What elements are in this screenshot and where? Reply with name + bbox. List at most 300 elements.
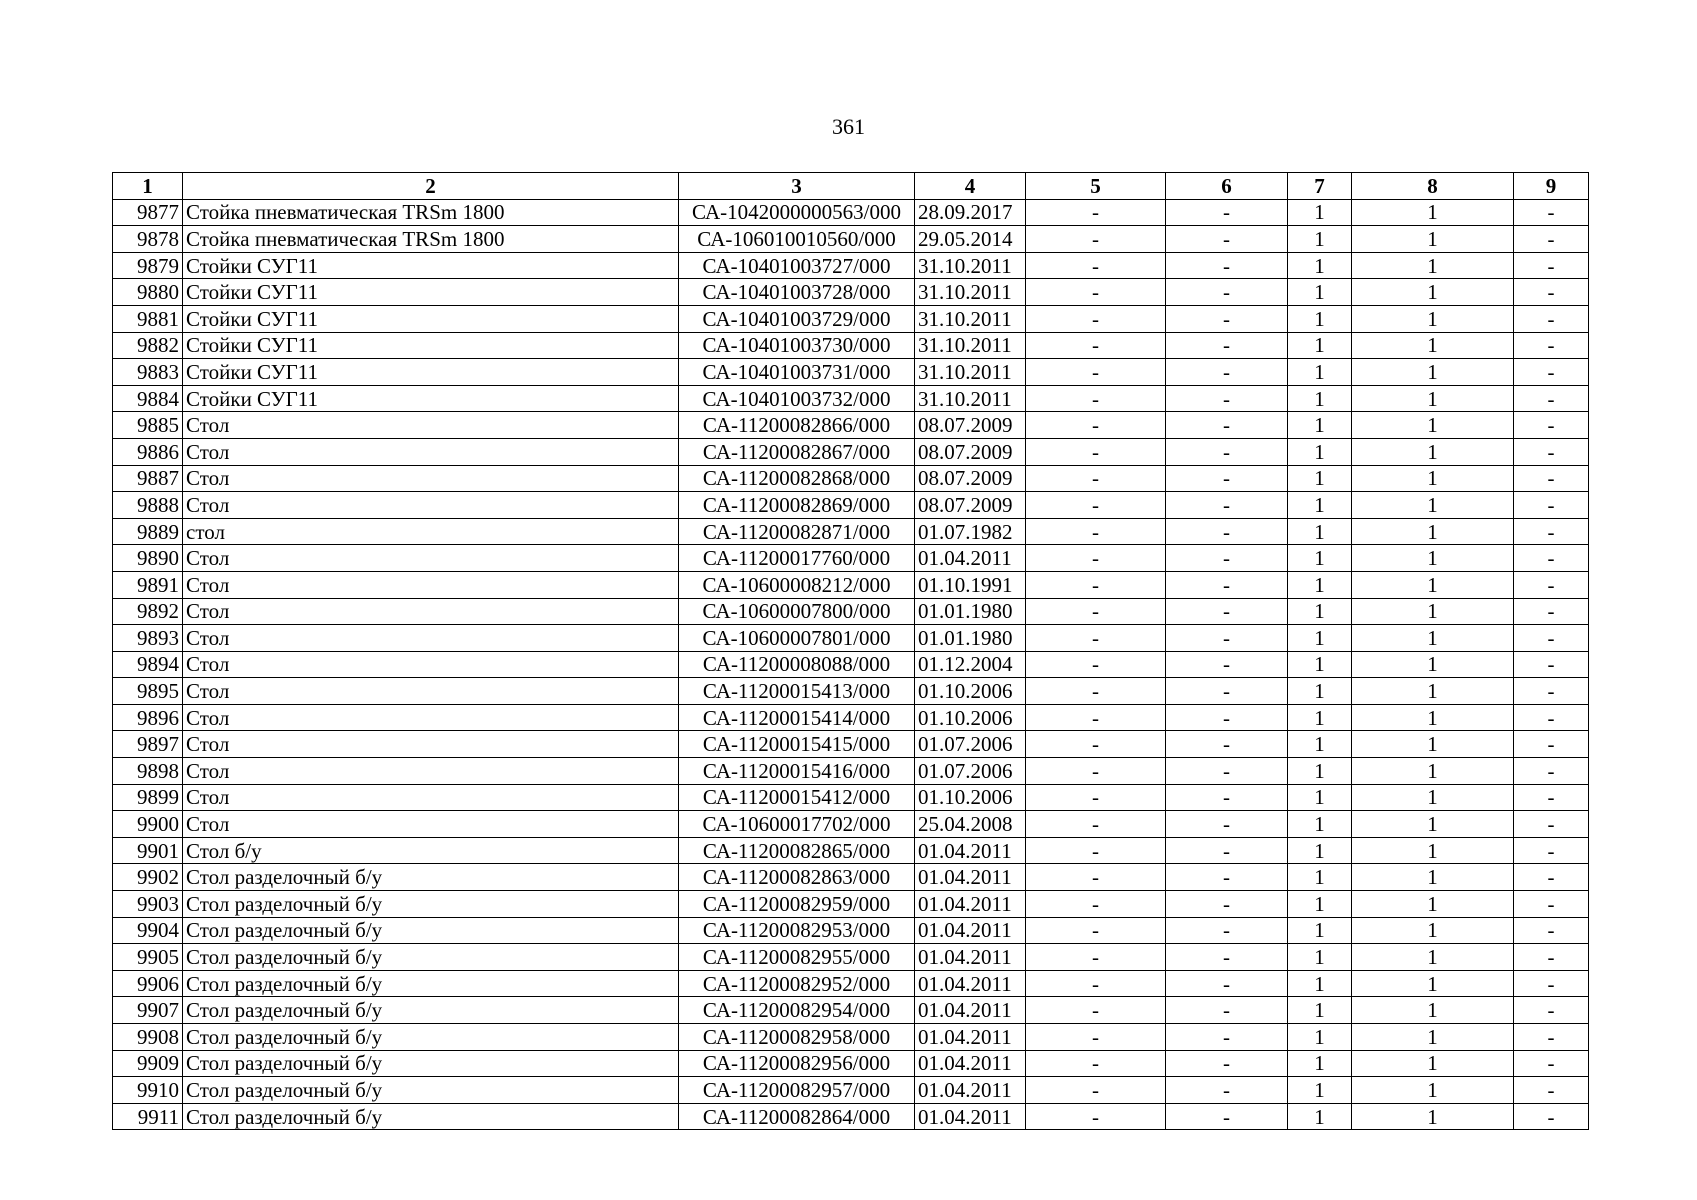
column-5-cell: -: [1026, 1077, 1166, 1104]
column-7-cell: 1: [1288, 332, 1352, 359]
column-9-cell: -: [1514, 1050, 1589, 1077]
table-row: [113, 758, 1589, 785]
column-7-cell: 1: [1288, 359, 1352, 386]
inventory-code-cell: СА-11200082953/000: [679, 917, 915, 944]
column-8-cell: 1: [1352, 944, 1514, 971]
date-cell: 01.04.2011: [915, 997, 1026, 1024]
date-cell: 08.07.2009: [915, 438, 1026, 465]
column-9-cell: -: [1514, 811, 1589, 838]
table-row: [113, 704, 1589, 731]
row-number-cell: 9910: [113, 1077, 183, 1104]
table-row: [113, 1024, 1589, 1051]
column-5-cell: -: [1026, 651, 1166, 678]
item-name-cell: Стол: [183, 545, 679, 572]
item-name-cell: Стол разделочный б/у: [183, 970, 679, 997]
item-name-cell: Стол: [183, 465, 679, 492]
column-8-cell: 1: [1352, 545, 1514, 572]
column-9-cell: -: [1514, 359, 1589, 386]
row-number-cell: 9881: [113, 305, 183, 332]
column-6-cell: -: [1166, 704, 1288, 731]
table-row: [113, 811, 1589, 838]
item-name-cell: Стол разделочный б/у: [183, 1103, 679, 1130]
column-7-cell: 1: [1288, 1024, 1352, 1051]
table-row: [113, 252, 1589, 279]
column-9-cell: -: [1514, 305, 1589, 332]
column-5-cell: -: [1026, 252, 1166, 279]
column-7-cell: 1: [1288, 571, 1352, 598]
table-row: [113, 651, 1589, 678]
column-9-cell: -: [1514, 199, 1589, 226]
date-cell: 08.07.2009: [915, 465, 1026, 492]
date-cell: 01.10.2006: [915, 678, 1026, 705]
table-row: [113, 944, 1589, 971]
column-7-cell: 1: [1288, 226, 1352, 253]
column-5-cell: -: [1026, 226, 1166, 253]
column-6-cell: -: [1166, 1103, 1288, 1130]
inventory-code-cell: СА-10401003727/000: [679, 252, 915, 279]
item-name-cell: Стол: [183, 758, 679, 785]
row-number-cell: 9902: [113, 864, 183, 891]
inventory-code-cell: СА-11200082869/000: [679, 492, 915, 519]
column-8-cell: 1: [1352, 758, 1514, 785]
inventory-code-cell: СА-11200082868/000: [679, 465, 915, 492]
column-6-cell: -: [1166, 997, 1288, 1024]
column-5-cell: -: [1026, 332, 1166, 359]
date-cell: 31.10.2011: [915, 279, 1026, 306]
item-name-cell: Стол: [183, 571, 679, 598]
table-row: [113, 598, 1589, 625]
inventory-code-cell: СА-11200082865/000: [679, 837, 915, 864]
table-row: [113, 226, 1589, 253]
table-row: [113, 359, 1589, 386]
table-row: [113, 571, 1589, 598]
column-9-cell: -: [1514, 412, 1589, 439]
table-row: [113, 891, 1589, 918]
item-name-cell: Стойки СУГ11: [183, 305, 679, 332]
row-number-cell: 9886: [113, 438, 183, 465]
date-cell: 31.10.2011: [915, 252, 1026, 279]
table-row: [113, 492, 1589, 519]
table-row: [113, 279, 1589, 306]
table-row: [113, 678, 1589, 705]
table-row: [113, 1050, 1589, 1077]
column-8-cell: 1: [1352, 571, 1514, 598]
column-5-cell: -: [1026, 305, 1166, 332]
inventory-code-cell: СА-1042000000563/000: [679, 199, 915, 226]
column-6-cell: -: [1166, 332, 1288, 359]
column-6-cell: -: [1166, 731, 1288, 758]
column-9-cell: -: [1514, 226, 1589, 253]
inventory-code-cell: СА-10600007801/000: [679, 625, 915, 652]
column-6-cell: -: [1166, 625, 1288, 652]
item-name-cell: Стол: [183, 438, 679, 465]
row-number-cell: 9893: [113, 625, 183, 652]
row-number-cell: 9889: [113, 518, 183, 545]
date-cell: 01.07.2006: [915, 758, 1026, 785]
item-name-cell: Стол: [183, 625, 679, 652]
inventory-code-cell: СА-10401003732/000: [679, 385, 915, 412]
date-cell: 01.01.1980: [915, 625, 1026, 652]
inventory-code-cell: СА-10401003730/000: [679, 332, 915, 359]
column-9-cell: -: [1514, 917, 1589, 944]
inventory-code-cell: СА-10401003729/000: [679, 305, 915, 332]
inventory-code-cell: СА-11200015413/000: [679, 678, 915, 705]
column-7-cell: 1: [1288, 731, 1352, 758]
date-cell: 01.04.2011: [915, 545, 1026, 572]
column-header-6: 6: [1166, 173, 1288, 200]
inventory-code-cell: СА-11200008088/000: [679, 651, 915, 678]
column-9-cell: -: [1514, 837, 1589, 864]
column-9-cell: -: [1514, 545, 1589, 572]
column-6-cell: -: [1166, 518, 1288, 545]
column-8-cell: 1: [1352, 891, 1514, 918]
date-cell: 31.10.2011: [915, 332, 1026, 359]
column-9-cell: -: [1514, 492, 1589, 519]
column-9-cell: -: [1514, 465, 1589, 492]
date-cell: 31.10.2011: [915, 305, 1026, 332]
item-name-cell: Стойка пневматическая TRSm 1800: [183, 226, 679, 253]
table-row: [113, 305, 1589, 332]
table-row: [113, 332, 1589, 359]
table-row: [113, 970, 1589, 997]
column-6-cell: -: [1166, 598, 1288, 625]
column-7-cell: 1: [1288, 864, 1352, 891]
row-number-cell: 9890: [113, 545, 183, 572]
date-cell: 01.04.2011: [915, 1024, 1026, 1051]
item-name-cell: Стойки СУГ11: [183, 359, 679, 386]
item-name-cell: Стол разделочный б/у: [183, 917, 679, 944]
item-name-cell: Стол разделочный б/у: [183, 1050, 679, 1077]
column-9-cell: -: [1514, 891, 1589, 918]
column-header-3: 3: [679, 173, 915, 200]
column-9-cell: -: [1514, 332, 1589, 359]
row-number-cell: 9897: [113, 731, 183, 758]
column-6-cell: -: [1166, 1024, 1288, 1051]
item-name-cell: Стол разделочный б/у: [183, 891, 679, 918]
column-9-cell: -: [1514, 758, 1589, 785]
inventory-code-cell: СА-11200015415/000: [679, 731, 915, 758]
column-6-cell: -: [1166, 252, 1288, 279]
column-9-cell: -: [1514, 784, 1589, 811]
table-row: [113, 199, 1589, 226]
inventory-code-cell: СА-10600008212/000: [679, 571, 915, 598]
column-8-cell: 1: [1352, 305, 1514, 332]
column-6-cell: -: [1166, 917, 1288, 944]
column-5-cell: -: [1026, 944, 1166, 971]
inventory-code-cell: СА-11200082863/000: [679, 864, 915, 891]
column-9-cell: -: [1514, 970, 1589, 997]
table-row: [113, 465, 1589, 492]
column-9-cell: -: [1514, 944, 1589, 971]
column-7-cell: 1: [1288, 305, 1352, 332]
column-7-cell: 1: [1288, 891, 1352, 918]
column-7-cell: 1: [1288, 1103, 1352, 1130]
item-name-cell: Стойки СУГ11: [183, 252, 679, 279]
column-9-cell: -: [1514, 385, 1589, 412]
column-8-cell: 1: [1352, 412, 1514, 439]
column-6-cell: -: [1166, 758, 1288, 785]
row-number-cell: 9896: [113, 704, 183, 731]
item-name-cell: Стол разделочный б/у: [183, 1024, 679, 1051]
column-9-cell: -: [1514, 598, 1589, 625]
column-6-cell: -: [1166, 784, 1288, 811]
column-5-cell: -: [1026, 598, 1166, 625]
inventory-code-cell: СА-11200082955/000: [679, 944, 915, 971]
column-7-cell: 1: [1288, 811, 1352, 838]
column-9-cell: -: [1514, 1024, 1589, 1051]
row-number-cell: 9883: [113, 359, 183, 386]
row-number-cell: 9905: [113, 944, 183, 971]
inventory-code-cell: СА-10401003731/000: [679, 359, 915, 386]
column-8-cell: 1: [1352, 837, 1514, 864]
table-row: [113, 864, 1589, 891]
inventory-code-cell: СА-11200082954/000: [679, 997, 915, 1024]
column-7-cell: 1: [1288, 1050, 1352, 1077]
inventory-code-cell: СА-11200082866/000: [679, 412, 915, 439]
table-row: [113, 784, 1589, 811]
table-row: [113, 438, 1589, 465]
column-7-cell: 1: [1288, 837, 1352, 864]
inventory-code-cell: СА-11200082959/000: [679, 891, 915, 918]
column-8-cell: 1: [1352, 199, 1514, 226]
table-body: [113, 199, 1589, 1130]
row-number-cell: 9891: [113, 571, 183, 598]
inventory-code-cell: СА-10600017702/000: [679, 811, 915, 838]
column-6-cell: -: [1166, 944, 1288, 971]
inventory-code-cell: СА-11200082958/000: [679, 1024, 915, 1051]
item-name-cell: Стойка пневматическая TRSm 1800: [183, 199, 679, 226]
inventory-code-cell: СА-11200082956/000: [679, 1050, 915, 1077]
table-row: [113, 545, 1589, 572]
column-8-cell: 1: [1352, 864, 1514, 891]
column-6-cell: -: [1166, 678, 1288, 705]
inventory-code-cell: СА-11200015412/000: [679, 784, 915, 811]
item-name-cell: Стол разделочный б/у: [183, 864, 679, 891]
column-header-2: 2: [183, 173, 679, 200]
column-9-cell: -: [1514, 279, 1589, 306]
item-name-cell: Стол: [183, 731, 679, 758]
column-6-cell: -: [1166, 385, 1288, 412]
column-6-cell: -: [1166, 864, 1288, 891]
column-9-cell: -: [1514, 1077, 1589, 1104]
column-8-cell: 1: [1352, 1077, 1514, 1104]
row-number-cell: 9899: [113, 784, 183, 811]
row-number-cell: 9885: [113, 412, 183, 439]
inventory-code-cell: СА-11200082952/000: [679, 970, 915, 997]
inventory-code-cell: СА-11200017760/000: [679, 545, 915, 572]
column-7-cell: 1: [1288, 704, 1352, 731]
item-name-cell: Стол: [183, 598, 679, 625]
date-cell: 01.04.2011: [915, 1077, 1026, 1104]
date-cell: 01.04.2011: [915, 944, 1026, 971]
item-name-cell: Стол: [183, 704, 679, 731]
column-5-cell: -: [1026, 678, 1166, 705]
date-cell: 01.10.2006: [915, 784, 1026, 811]
table-row: [113, 731, 1589, 758]
date-cell: 01.04.2011: [915, 917, 1026, 944]
column-header-5: 5: [1026, 173, 1166, 200]
table-row: [113, 997, 1589, 1024]
date-cell: 01.04.2011: [915, 970, 1026, 997]
column-5-cell: -: [1026, 837, 1166, 864]
column-7-cell: 1: [1288, 438, 1352, 465]
column-6-cell: -: [1166, 1050, 1288, 1077]
column-8-cell: 1: [1352, 917, 1514, 944]
column-9-cell: -: [1514, 678, 1589, 705]
column-6-cell: -: [1166, 571, 1288, 598]
inventory-code-cell: СА-11200015416/000: [679, 758, 915, 785]
column-8-cell: 1: [1352, 252, 1514, 279]
column-7-cell: 1: [1288, 1077, 1352, 1104]
column-5-cell: -: [1026, 811, 1166, 838]
inventory-code-cell: СА-11200082871/000: [679, 518, 915, 545]
date-cell: 08.07.2009: [915, 492, 1026, 519]
row-number-cell: 9903: [113, 891, 183, 918]
column-8-cell: 1: [1352, 1024, 1514, 1051]
date-cell: 01.12.2004: [915, 651, 1026, 678]
column-5-cell: -: [1026, 571, 1166, 598]
table-row: [113, 917, 1589, 944]
row-number-cell: 9909: [113, 1050, 183, 1077]
column-6-cell: -: [1166, 1077, 1288, 1104]
column-8-cell: 1: [1352, 279, 1514, 306]
column-7-cell: 1: [1288, 997, 1352, 1024]
column-9-cell: -: [1514, 1103, 1589, 1130]
page-number: 361: [832, 114, 865, 139]
column-7-cell: 1: [1288, 784, 1352, 811]
column-8-cell: 1: [1352, 492, 1514, 519]
column-9-cell: -: [1514, 864, 1589, 891]
column-5-cell: -: [1026, 997, 1166, 1024]
date-cell: 01.04.2011: [915, 1050, 1026, 1077]
inventory-code-cell: СА-106010010560/000: [679, 226, 915, 253]
column-8-cell: 1: [1352, 997, 1514, 1024]
column-6-cell: -: [1166, 359, 1288, 386]
column-8-cell: 1: [1352, 651, 1514, 678]
table-row: [113, 412, 1589, 439]
column-9-cell: -: [1514, 438, 1589, 465]
column-6-cell: -: [1166, 891, 1288, 918]
column-5-cell: -: [1026, 359, 1166, 386]
inventory-code-cell: СА-11200082864/000: [679, 1103, 915, 1130]
column-5-cell: -: [1026, 412, 1166, 439]
row-number-cell: 9887: [113, 465, 183, 492]
date-cell: 28.09.2017: [915, 199, 1026, 226]
table-row: [113, 518, 1589, 545]
column-7-cell: 1: [1288, 518, 1352, 545]
item-name-cell: Стол: [183, 811, 679, 838]
item-name-cell: Стол разделочный б/у: [183, 944, 679, 971]
column-5-cell: -: [1026, 438, 1166, 465]
inventory-table: [112, 172, 1589, 1130]
column-5-cell: -: [1026, 731, 1166, 758]
column-6-cell: -: [1166, 438, 1288, 465]
date-cell: 01.07.1982: [915, 518, 1026, 545]
column-8-cell: 1: [1352, 332, 1514, 359]
column-7-cell: 1: [1288, 678, 1352, 705]
column-9-cell: -: [1514, 252, 1589, 279]
row-number-cell: 9906: [113, 970, 183, 997]
table-row: [113, 385, 1589, 412]
column-6-cell: -: [1166, 279, 1288, 306]
inventory-code-cell: СА-11200082957/000: [679, 1077, 915, 1104]
table-row: [113, 1077, 1589, 1104]
column-9-cell: -: [1514, 731, 1589, 758]
column-6-cell: -: [1166, 412, 1288, 439]
column-8-cell: 1: [1352, 625, 1514, 652]
column-header-4: 4: [915, 173, 1026, 200]
date-cell: 29.05.2014: [915, 226, 1026, 253]
row-number-cell: 9880: [113, 279, 183, 306]
row-number-cell: 9888: [113, 492, 183, 519]
date-cell: 25.04.2008: [915, 811, 1026, 838]
column-7-cell: 1: [1288, 412, 1352, 439]
column-9-cell: -: [1514, 651, 1589, 678]
column-8-cell: 1: [1352, 811, 1514, 838]
column-9-cell: -: [1514, 997, 1589, 1024]
column-5-cell: -: [1026, 385, 1166, 412]
column-6-cell: -: [1166, 837, 1288, 864]
header-row: [113, 173, 1589, 200]
column-8-cell: 1: [1352, 1103, 1514, 1130]
column-7-cell: 1: [1288, 970, 1352, 997]
column-6-cell: -: [1166, 492, 1288, 519]
row-number-cell: 9904: [113, 917, 183, 944]
row-number-cell: 9878: [113, 226, 183, 253]
item-name-cell: Стол разделочный б/у: [183, 997, 679, 1024]
column-header-7: 7: [1288, 173, 1352, 200]
column-6-cell: -: [1166, 651, 1288, 678]
item-name-cell: Стойки СУГ11: [183, 332, 679, 359]
date-cell: 01.01.1980: [915, 598, 1026, 625]
column-9-cell: -: [1514, 518, 1589, 545]
column-5-cell: -: [1026, 1103, 1166, 1130]
column-5-cell: -: [1026, 545, 1166, 572]
column-9-cell: -: [1514, 625, 1589, 652]
column-7-cell: 1: [1288, 758, 1352, 785]
column-6-cell: -: [1166, 199, 1288, 226]
date-cell: 01.04.2011: [915, 891, 1026, 918]
column-8-cell: 1: [1352, 359, 1514, 386]
row-number-cell: 9907: [113, 997, 183, 1024]
column-7-cell: 1: [1288, 545, 1352, 572]
column-5-cell: -: [1026, 970, 1166, 997]
column-5-cell: -: [1026, 492, 1166, 519]
date-cell: 08.07.2009: [915, 412, 1026, 439]
column-6-cell: -: [1166, 226, 1288, 253]
row-number-cell: 9894: [113, 651, 183, 678]
column-7-cell: 1: [1288, 625, 1352, 652]
column-5-cell: -: [1026, 891, 1166, 918]
column-6-cell: -: [1166, 465, 1288, 492]
date-cell: 01.10.1991: [915, 571, 1026, 598]
row-number-cell: 9895: [113, 678, 183, 705]
column-header-9: 9: [1514, 173, 1589, 200]
column-8-cell: 1: [1352, 226, 1514, 253]
column-5-cell: -: [1026, 279, 1166, 306]
table-row: [113, 837, 1589, 864]
date-cell: 01.04.2011: [915, 864, 1026, 891]
column-8-cell: 1: [1352, 598, 1514, 625]
inventory-code-cell: СА-10600007800/000: [679, 598, 915, 625]
date-cell: 31.10.2011: [915, 359, 1026, 386]
table-row: [113, 625, 1589, 652]
inventory-code-cell: СА-11200082867/000: [679, 438, 915, 465]
column-8-cell: 1: [1352, 438, 1514, 465]
item-name-cell: Стол: [183, 492, 679, 519]
column-7-cell: 1: [1288, 199, 1352, 226]
date-cell: 01.07.2006: [915, 731, 1026, 758]
